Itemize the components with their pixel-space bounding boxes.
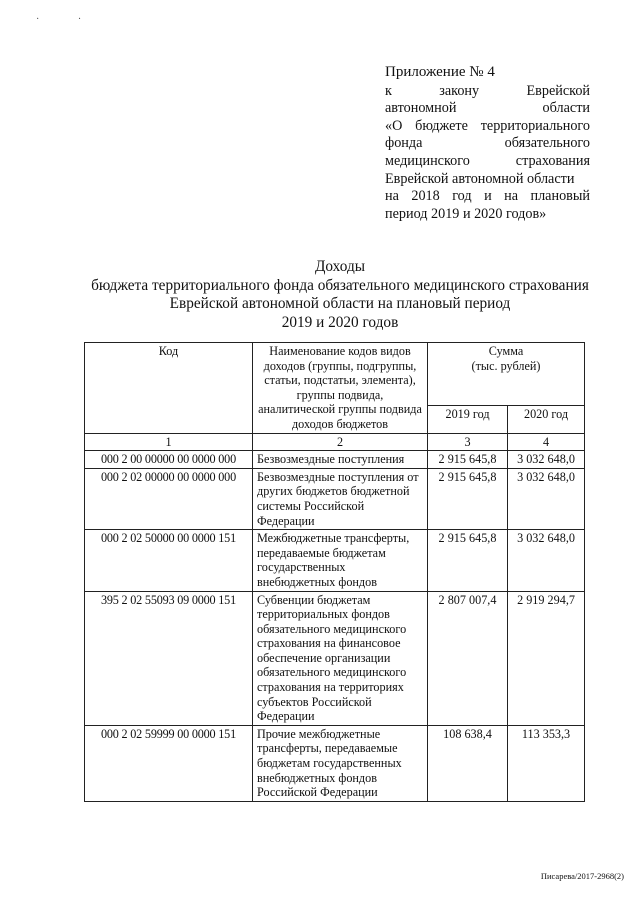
table-row — [85, 591, 585, 725]
document-title — [60, 258, 620, 332]
appendix-line: к закону Еврейской — [385, 82, 590, 99]
column-number: 3 — [428, 433, 508, 451]
row-name: Прочие межбюджетные трансферты, передаваемые бюджетам государственных внебюджетных фондов Российской Федерации — [253, 725, 428, 801]
row-name: Межбюджетные трансферты, передаваемые бюджетам государственных внебюджетных фондов — [253, 530, 428, 591]
row-2019: 2 915 645,8 — [428, 451, 508, 469]
appendix-block — [385, 64, 590, 223]
appendix-line: период 2019 и 2020 годов» — [385, 205, 547, 222]
title-line: бюджета территориального фонда обязательного медицинского страхования — [91, 276, 589, 294]
scan-specks: · · — [36, 14, 100, 25]
title-line: Еврейской автономной области на плановый период — [169, 295, 511, 313]
row-2020: 3 032 648,0 — [508, 451, 585, 469]
column-number: 2 — [253, 433, 428, 451]
row-code: 000 2 02 50000 00 0000 151 — [85, 530, 253, 591]
row-code: 395 2 02 55093 09 0000 151 — [85, 591, 253, 725]
row-2020: 113 353,3 — [508, 725, 585, 801]
column-number: 1 — [85, 433, 253, 451]
column-number: 4 — [508, 433, 585, 451]
row-2019: 2 915 645,8 — [428, 468, 508, 529]
revenue-table — [84, 342, 585, 802]
row-code: 000 2 02 59999 00 0000 151 — [85, 725, 253, 801]
appendix-line: Еврейской автономной области — [385, 170, 575, 187]
appendix-line: фонда обязательного — [385, 135, 590, 152]
title-line: 2019 и 2020 годов — [281, 313, 399, 331]
table-row — [85, 451, 585, 469]
header-sum — [428, 343, 585, 406]
row-2019: 2 915 645,8 — [428, 530, 508, 591]
row-name: Безвозмездные поступления — [253, 451, 428, 469]
header-year-2019: 2019 год — [428, 406, 508, 434]
row-code: 000 2 02 00000 00 0000 000 — [85, 468, 253, 529]
header-code: Код — [85, 343, 253, 434]
row-code: 000 2 00 00000 00 0000 000 — [85, 451, 253, 469]
appendix-number: Приложение № 4 — [385, 64, 495, 80]
row-2020: 3 032 648,0 — [508, 468, 585, 529]
appendix-line: автономной области — [385, 100, 590, 117]
table-row — [85, 468, 585, 529]
header-sum-unit: (тыс. рублей) — [471, 358, 541, 373]
row-2020: 2 919 294,7 — [508, 591, 585, 725]
table-row — [85, 530, 585, 591]
row-name: Субвенции бюджетам территориальных фондов обязательного медицинского страхования на финансовое обеспечение организации обязательного медицинского страхования на территориях субъектов Российской Федерации — [253, 591, 428, 725]
row-name: Безвозмездные поступления от других бюджетов бюджетной системы Российской Федерации — [253, 468, 428, 529]
row-2019: 108 638,4 — [428, 725, 508, 801]
row-2019: 2 807 007,4 — [428, 591, 508, 725]
row-2020: 3 032 648,0 — [508, 530, 585, 591]
header-name: Наименование кодов видов доходов (группы, подгруппы, статьи, подстатьи, элемента), группы подвида, аналитической группы подвида доходов бюджетов — [253, 343, 428, 434]
appendix-line: медицинского страхования — [385, 152, 590, 169]
header-year-2020: 2020 год — [508, 406, 585, 434]
appendix-line: на 2018 год и на плановый — [385, 188, 590, 205]
table-row — [85, 725, 585, 801]
appendix-line: «О бюджете территориального — [385, 117, 590, 134]
title-line: Доходы — [314, 258, 366, 275]
footer-reference: Писарева/2017-2968(2) — [540, 871, 624, 881]
header-sum-label: Сумма — [488, 344, 524, 358]
